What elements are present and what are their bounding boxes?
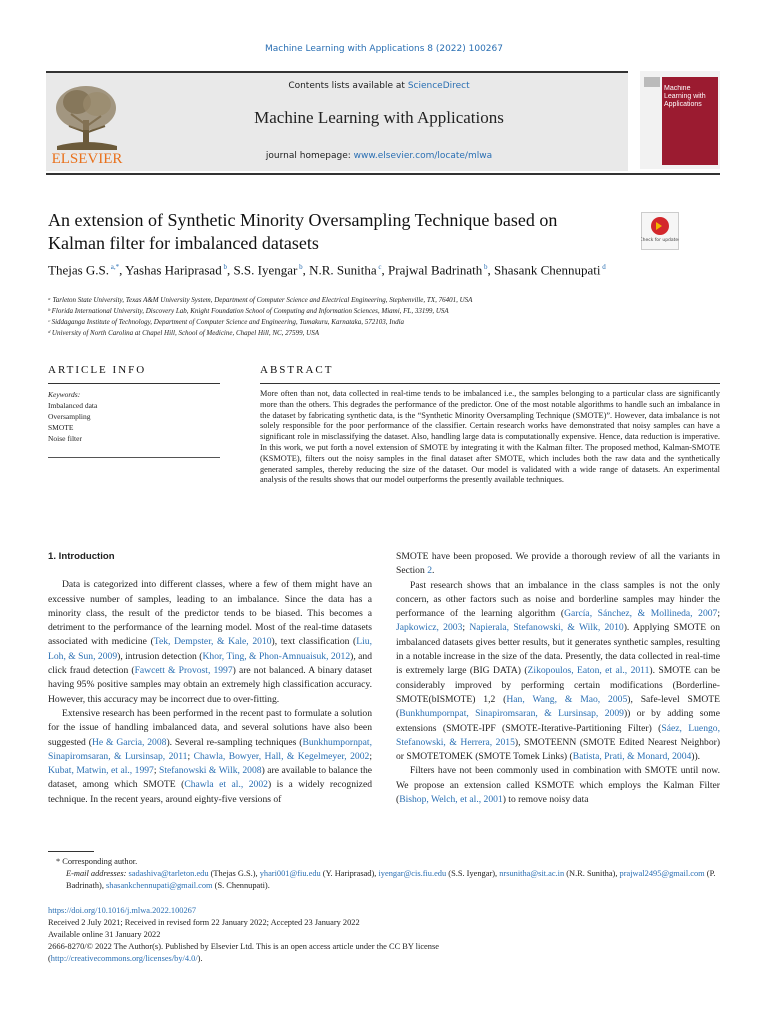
affiliation-d: ᵈ University of North Carolina at Chapel Hill, School of Medicine, Chapel Hill, NC, 27599, USA xyxy=(48,329,320,337)
cover-title: Machine Learning with Applications xyxy=(664,85,706,108)
footnote-divider xyxy=(48,851,94,852)
license-link-line xyxy=(48,953,728,965)
body-text: ; xyxy=(462,622,470,634)
author-name[interactable]: S.S. Iyengar xyxy=(233,262,298,278)
author-separator: , xyxy=(487,262,495,278)
email-link[interactable]: sadashiva@tarleton.edu xyxy=(128,869,209,878)
check-badge-label: Check for updates xyxy=(641,238,679,243)
body-text: Filters have not been commonly used in combination with SMOTE until now. We propose an extension called KSMOTE which employs the Kalman Filter ( xyxy=(396,765,720,806)
body-column-right xyxy=(396,550,720,807)
citation-link[interactable]: Liu, Loh, & Sun, 2009 xyxy=(48,636,372,662)
abstract-heading: ABSTRACT xyxy=(260,364,334,376)
author-affiliation-marker[interactable]: c xyxy=(376,263,382,271)
citation-link[interactable]: Fawcett & Provost, 1997 xyxy=(134,665,233,677)
email-owner: (P. Badrinath), xyxy=(66,869,716,890)
body-text: ; xyxy=(717,608,721,620)
section-heading: 1. Introduction xyxy=(48,551,115,562)
contents-availability xyxy=(130,81,628,91)
article-info-heading: ARTICLE INFO xyxy=(48,364,147,376)
journal-homepage xyxy=(130,151,628,161)
journal-reference[interactable]: Machine Learning with Applications 8 (2022) 100267 xyxy=(265,44,503,54)
license-link[interactable]: http://creativecommons.org/licenses/by/4.0/ xyxy=(50,954,198,963)
email-owner: (S.S. Iyengar), xyxy=(446,869,500,878)
email-link[interactable]: yhari001@fiu.edu xyxy=(259,869,321,878)
body-column-left xyxy=(48,550,372,807)
article-info-divider xyxy=(48,383,220,384)
abstract-divider xyxy=(260,383,720,384)
body-paragraph xyxy=(396,550,720,579)
sciencedirect-link[interactable]: ScienceDirect xyxy=(407,81,470,91)
body-text: ), and click fraud detection ( xyxy=(48,650,372,677)
body-text: ; xyxy=(369,750,372,762)
body-text: ). Several re-sampling techniques ( xyxy=(166,736,303,748)
citation-link[interactable]: Japkowicz, 2003 xyxy=(396,622,463,634)
journal-cover-icon xyxy=(640,71,720,169)
body-text: Past research shows that an imbalance in the class samples is not the only concern, as other factors such as noise and borderline samples may hinder the performance of the learning algorithm ( xyxy=(396,579,720,620)
citation-link[interactable]: Batista, Prati, & Monard, 2004 xyxy=(572,751,692,763)
author-affiliation-marker[interactable]: d xyxy=(600,263,606,271)
keyword-item: SMOTE xyxy=(48,423,74,432)
author-separator: , xyxy=(119,262,126,278)
available-online: Available online 31 January 2022 xyxy=(48,930,161,939)
affiliations xyxy=(48,295,728,339)
body-text: ). Applying SMOTE on imbalanced datasets gives better results, but it generates synthetic samples, resulting in a notable increase in the size of the data. Presently, the data collected in real-time is extremely large (BIG DATA) ( xyxy=(396,622,720,677)
elsevier-wordmark: ELSEVIER xyxy=(51,151,123,166)
keywords-label: Keywords: xyxy=(48,390,81,399)
contents-prefix: Contents lists available at xyxy=(288,81,408,91)
author-separator: , xyxy=(302,262,310,278)
citation-link[interactable]: Bishop, Welch, et al., 2001 xyxy=(399,794,503,806)
email-addresses xyxy=(48,868,728,892)
author-name[interactable]: Yashas Hariprasad xyxy=(125,262,222,278)
email-label: E-mail addresses: xyxy=(66,869,129,878)
citation-link[interactable]: Bunkhumpornpat, Sinapiromsaran, & Lursinsap, 2009 xyxy=(399,708,624,720)
body-text: ) are not balanced. A binary dataset having 95% positive samples may obtain an extremely high classification accuracy. However, this accuracy may be incorrect due to over-fitting. xyxy=(48,665,372,705)
homepage-link[interactable]: www.elsevier.com/locate/mlwa xyxy=(353,151,493,161)
body-paragraph xyxy=(48,578,372,707)
body-text: SMOTE have been proposed. We provide a thorough review of all the variants in Section xyxy=(396,551,720,577)
citation-link[interactable]: Kubat, Matwin, et al., 1997 xyxy=(48,765,154,777)
check-for-updates-icon xyxy=(641,212,679,250)
email-owner: (Y. Hariprasad), xyxy=(320,869,379,878)
journal-cover-image[interactable] xyxy=(640,71,720,169)
citation-link[interactable]: Sáez, Luengo, Stefanowski, & Herrera, 2015 xyxy=(396,722,720,748)
author-separator: , xyxy=(381,262,389,278)
check-for-updates-badge[interactable] xyxy=(641,212,679,250)
body-paragraph xyxy=(48,707,372,807)
received-dates: Received 2 July 2021; Received in revised form 22 January 2022; Accepted 23 January 2022 xyxy=(48,918,360,927)
abstract-text: More often than not, data collected in real-time tends to be imbalanced i.e., the samples belonging to a particular class are significantly more than the others. This degrades the performance of the predictor. One of the most notable algorithms to handle such an imbalance in the dataset by fabricating synthetic data, is the “Synthetic Minority Oversampling Technique (SMOTE)”. However, data imbalance is not solely responsible for the poor performance of the classifier. Certain research works have demonstrated that noisy samples can have a significant role in misclassifying the dataset. Also, handling large data is computationally expensive. Hence, data reduction is imperative. In this work, we put forth a novel extension of SMOTE by integrating it with the Kalman filter. The proposed method, Kalman-SMOTE (KSMOTE), filters out the noisy samples in the final dataset after SMOTE, which includes both the raw data and the synthetically generated samples, thereby reducing the size of the dataset. Our model is validated with a wide range of datasets. An experimental analysis of the results shows that our model outperforms the presently available techniques. xyxy=(260,389,720,485)
elsevier-logo[interactable] xyxy=(47,80,127,166)
citation-link[interactable]: Napierala, Stefanowski, & Wilk, 2010 xyxy=(469,622,624,634)
author-name[interactable]: Prajwal Badrinath xyxy=(388,262,483,278)
body-text: Extensive research has been performed in the recent past to formulate a solution for the issue of handling imbalanced data, and several solutions have also been suggested ( xyxy=(48,707,372,748)
author-name[interactable]: Shasank Chennupati xyxy=(494,262,601,278)
body-text: ), SMOTEENN (SMOTE Edited Nearest Neighbor) or SMOTETOMEK (SMOTE Tomek Links) ( xyxy=(396,736,721,763)
citation-link[interactable]: Han, Wang, & Mao, 2005 xyxy=(506,693,628,705)
body-text: )). xyxy=(691,751,701,763)
body-text: ) are available to balance the dataset, among which SMOTE ( xyxy=(48,765,372,791)
author-affiliation-marker[interactable]: b xyxy=(221,263,227,271)
citation-link[interactable]: Bunkhumpornpat, Sinapiromsaran, & Lursinsap, 2011 xyxy=(48,736,372,762)
email-owner: (Thejas G.S.), xyxy=(208,869,260,878)
license-open-paren: ( xyxy=(48,954,51,963)
article-title: An extension of Synthetic Minority Oversampling Technique based on Kalman filter for imbalanced datasets xyxy=(48,210,558,253)
affiliation-b: ᵇ Florida International University, Discovery Lab, Knight Foundation School of Computing and Information Sciences, Miami, FL, 33199, USA xyxy=(48,307,449,315)
citation-link[interactable]: Khor, Ting, & Phon-Amnuaisuk, 2012 xyxy=(202,650,351,662)
body-text: )) or by adding some extensions (SMOTE-IPF (SMOTE-Iterative-Partitioning Filter) ( xyxy=(396,708,720,734)
author-affiliation-marker[interactable]: b xyxy=(297,263,303,271)
email-link[interactable]: shasankchennupati@gmail.com xyxy=(106,881,213,890)
affiliation-c: ᶜ Siddaganga Institute of Technology, Department of Computer Science and Engineering, Tumakuru, Karnataka, 572103, India xyxy=(48,318,405,326)
body-text: ) is a widely recognized technique. In the recent years, around eighty-five versions of xyxy=(48,779,372,805)
author-separator: , xyxy=(226,262,234,278)
citation-link[interactable]: Zikopoulos, Eaton, et al., 2011 xyxy=(527,665,650,677)
affiliation-a: ᵃ Tarleton State University, Texas A&M University System, Department of Computer Science and Electrical Engineering, Stephenville, TX, 76401, USA xyxy=(48,296,473,304)
email-owner: (S. Chennupati). xyxy=(212,881,270,890)
footnotes xyxy=(48,856,728,892)
body-text: Data is categorized into different classes, where a few of them might have an excessive number of samples, leading to an imbalance. Since the data has a minority class, the result of the predictor tends to be biased. This becomes a detriment to the performance of the learning model. Most of the real-time datasets associated with medicine ( xyxy=(48,579,372,648)
body-text: ), text classification ( xyxy=(271,636,357,648)
keyword-item: Imbalanced data xyxy=(48,401,98,410)
doi-link[interactable]: https://doi.org/10.1016/j.mlwa.2022.100267 xyxy=(48,906,197,915)
author-affiliation-marker[interactable]: b xyxy=(482,263,488,271)
body-text: ; xyxy=(153,765,160,777)
email-owner: (N.R. Sunitha), xyxy=(564,869,620,878)
citation-link[interactable]: Stefanowski & Wilk, 2008 xyxy=(159,765,262,777)
email-link[interactable]: prajwal2495@gmail.com xyxy=(619,869,705,878)
author-name[interactable]: N.R. Sunitha xyxy=(309,262,377,278)
citation-link[interactable]: 2 xyxy=(427,565,432,577)
author-list xyxy=(48,258,608,279)
journal-name: Machine Learning with Applications xyxy=(254,108,504,127)
body-text: ), Safe-level SMOTE ( xyxy=(396,693,720,720)
email-link[interactable]: iyengar@cis.fiu.edu xyxy=(378,869,447,878)
author-name[interactable]: Thejas G.S. xyxy=(48,262,110,278)
citation-link[interactable]: García, Sánchez, & Mollineda, 2007 xyxy=(564,608,718,620)
body-text: ; xyxy=(187,750,194,762)
citation-link[interactable]: Tek, Dempster, & Kale, 2010 xyxy=(153,636,272,648)
citation-link[interactable]: Chawla, Bowyer, Hall, & Kegelmeyer, 2002 xyxy=(193,750,370,762)
masthead-divider xyxy=(46,173,720,175)
citation-link[interactable]: He & Garcia, 2008 xyxy=(91,736,167,748)
body-paragraph xyxy=(396,764,720,807)
author-affiliation-marker[interactable]: a,* xyxy=(109,263,120,271)
body-text: ) to remove noisy data xyxy=(502,794,589,806)
email-link[interactable]: nrsunitha@sit.ac.in xyxy=(499,869,565,878)
keywords-block xyxy=(48,389,220,444)
license-statement: 2666-8270/© 2022 The Author(s). Published by Elsevier Ltd. This is an open access article under the CC BY license xyxy=(48,942,439,951)
publication-info xyxy=(48,905,728,965)
corresponding-author-note: * Corresponding author. xyxy=(56,857,138,866)
body-text: . xyxy=(431,565,435,577)
keywords-divider xyxy=(48,457,220,458)
citation-link[interactable]: Chawla et al., 2002 xyxy=(184,779,268,791)
body-text: ). SMOTE can be considerably improved by performing certain modifications (Borderline-SMOTE(bISMOTE) 1,2 ( xyxy=(396,665,721,705)
elsevier-tree-icon xyxy=(47,80,127,166)
keyword-item: Oversampling xyxy=(48,412,91,421)
homepage-prefix: journal homepage: xyxy=(265,151,354,161)
body-text: ), intrusion detection ( xyxy=(117,650,203,662)
license-close-paren: ). xyxy=(197,954,203,963)
body-paragraph xyxy=(396,579,720,765)
keyword-item: Noise filter xyxy=(48,434,82,443)
